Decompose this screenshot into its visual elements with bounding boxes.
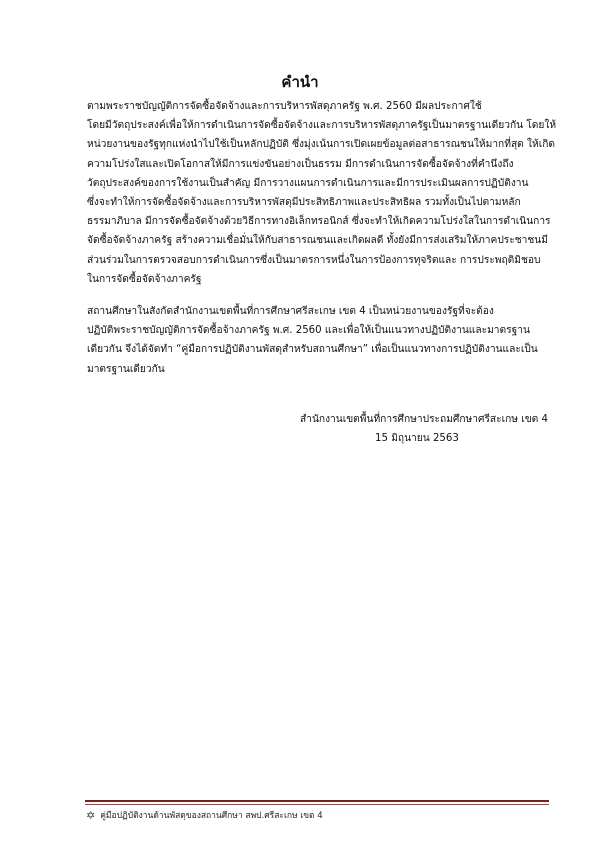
paragraph-line: ตามพระราชบัญญัติการจัดซื้อจัดจ้างและการบริหารพัสดุภาครัฐ พ.ศ. 2560 มีผลประกาศใช้ xyxy=(87,101,482,112)
paragraph-line: จัดซื้อจัดจ้างภาครัฐ สร้างความเชื่อมั่นให้กับสาธารณชนและเกิดผลดี ทั้งยังมีการส่งเสริมให้ภาคประชาชนมี xyxy=(87,235,548,247)
page-footer xyxy=(86,808,323,822)
paragraph-line: มาตรฐานเดียวกัน xyxy=(87,363,165,375)
paragraph-line: วัตถุประสงค์ของการใช้งานเป็นสำคัญ มีการวางแผนการดำเนินการและมีการประเมินผลการปฏิบัติงาน xyxy=(87,177,529,189)
paragraph-line: หน่วยงานของรัฐทุกแห่งนำไปใช้เป็นหลักปฏิบัติ ซึ่งมุ่งเน้นการเปิดเผยข้อมูลต่อสาธารณชนให้มากที่สุด ให้เกิด xyxy=(87,139,555,151)
paragraph-line: สถานศึกษาในสังกัดสำนักงานเขตพื้นที่การศึกษาศรีสะเกษ เขต 4 เป็นหน่วยงานของรัฐที่จะต้อง xyxy=(87,306,494,317)
footer-divider xyxy=(85,800,549,802)
signature-org: สำนักงานเขตพื้นที่การศึกษาประถมศึกษาศรีสะเกษ เขต 4 xyxy=(300,414,548,425)
signature-block xyxy=(300,410,560,448)
paragraph-line: เดียวกัน จึงได้จัดทำ “คู่มือการปฏิบัติงานพัสดุสำหรับสถานศึกษา” เพื่อเป็นแนวทางการปฏิบัติงานและเป็น xyxy=(87,344,538,356)
footer-divider-thin xyxy=(85,804,549,805)
paragraph-line: ในการจัดซื้อจัดจ้างภาครัฐ xyxy=(87,273,202,285)
paragraph-line: ปฏิบัติพระราชบัญญัติการจัดซื้อจ้างภาครัฐ พ.ศ. 2560 และเพื่อให้เป็นแนวทางปฏิบัติงานและมาตรฐาน xyxy=(87,325,530,337)
star-of-david-icon: ✡ xyxy=(86,808,96,822)
paragraph-2 xyxy=(87,302,557,379)
paragraph-line: ส่วนร่วมในการตรวจสอบการดำเนินการซึ่งเป็นมาตรการหนึ่งในการป้องการทุจริตและ การประพฤติมิชอบ xyxy=(87,254,541,266)
footer-text: คู่มือปฏิบัติงานด้านพัสดุของสถานศึกษา สพป.ศรีสะเกษ เขต 4 xyxy=(100,811,323,821)
page-title: คำนำ xyxy=(281,73,319,91)
paragraph-line: ความโปร่งใสและเปิดโอกาสให้มีการแข่งขันอย่างเป็นธรรม มีการดำเนินการจัดซื้อจัดจ้างที่คำนึงถึง xyxy=(87,158,514,170)
paragraph-1 xyxy=(87,97,557,289)
paragraph-line: โดยมีวัตถุประสงค์เพื่อให้การดำเนินการจัดซื้อจัดจ้างและการบริหารพัสดุภาครัฐเป็นมาตรฐานเดียวกัน โดยให้ xyxy=(87,120,557,132)
paragraph-line: ซึ่งจะทำให้การจัดซื้อจัดจ้างและการบริหารพัสดุมีประสิทธิภาพและประสิทธิผล รวมทั้งเป็นไปตามหลัก xyxy=(87,197,521,209)
paragraph-line: ธรรมาภิบาล มีการจัดซื้อจัดจ้างด้วยวิธีการทางอิเล็กทรอนิกส์ ซึ่งจะทำให้เกิดความโปร่งใสในการดำเนินการ xyxy=(87,216,551,228)
signature-date: 15 มิถุนายน 2563 xyxy=(375,433,459,445)
